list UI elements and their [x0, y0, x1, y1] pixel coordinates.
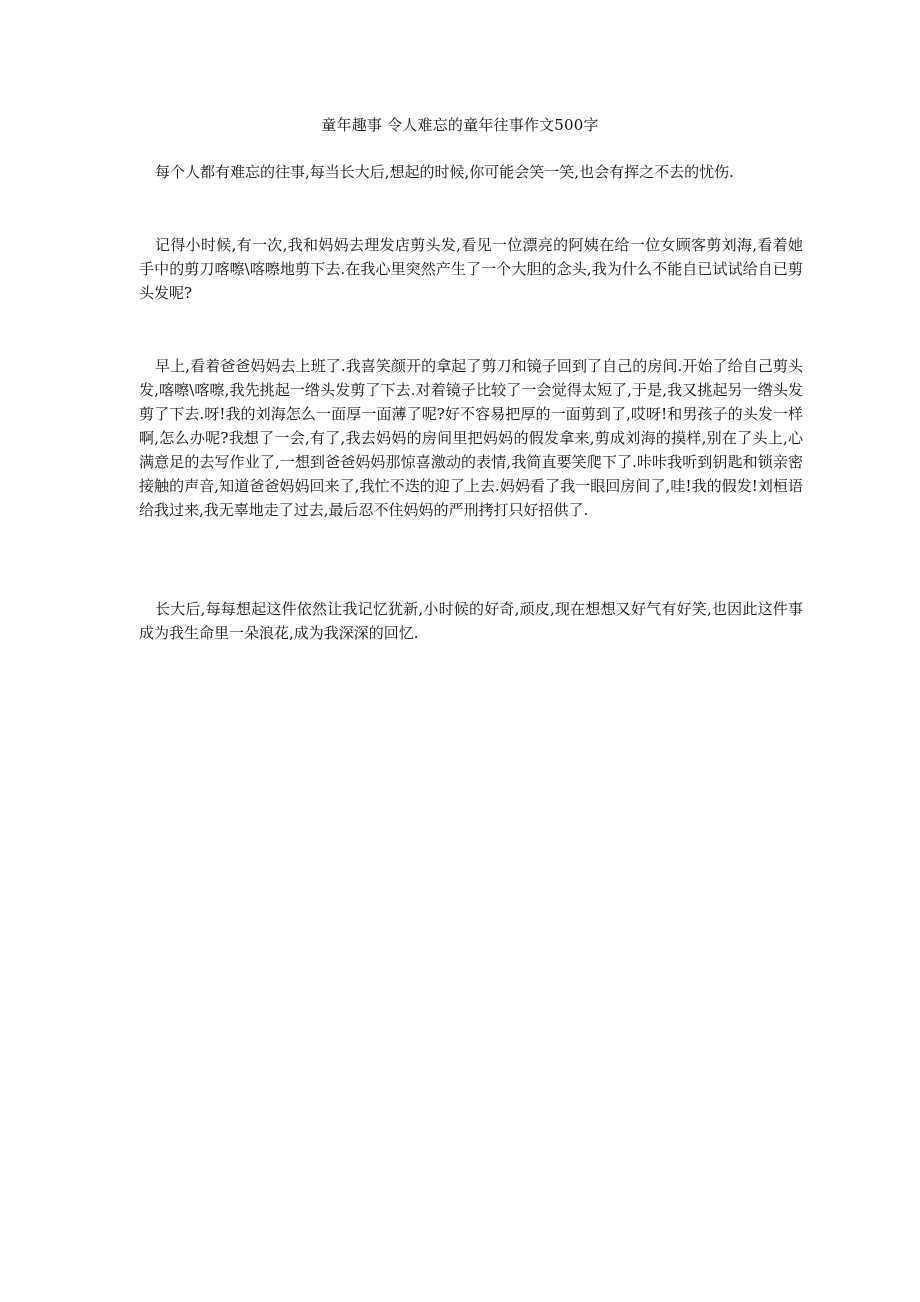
- paragraph-1: 每个人都有难忘的往事,每当长大后,想起的时候,你可能会笑一笑,也会有挥之不去的忧伤.: [155, 163, 734, 181]
- paragraph-3: 早上,看着爸爸妈妈去上班了.我喜笑颜开的拿起了剪刀和镜子回到了自己的房间.开始了给自己剪头发,喀嚓\喀嚓,我先挑起一绺头发剪了下去.对着镜子比较了一会觉得太短了,于是,我又挑起另一绺头发剪了下去.呀!我的刘海怎么一面厚一面薄了呢?好不容易把厚的一面剪到了,哎呀!和男孩子的头发一样啊,怎么办呢?我想了一会,有了,我去妈妈的房间里把妈妈的假发拿来,剪成刘海的摸样,别在了头上,心满意足的去写作业了,一想到爸爸妈妈那惊喜激动的表情,我简直要笑爬下了.咔咔我听到钥匙和锁亲密接触的声音,知道爸爸妈妈回来了,我忙不迭的迎了上去.妈妈看了我一眼回房间了,哇!我的假发!刘桓语给我过来,我无辜地走了过去,最后忍不住妈妈的严刑拷打只好招供了.: [139, 357, 803, 519]
- paragraph-2: 记得小时候,有一次,我和妈妈去理发店剪头发,看见一位漂亮的阿姨在给一位女顾客剪刘海,看着她手中的剪刀喀嚓\喀嚓地剪下去.在我心里突然产生了一个大胆的念头,我为什么不能自已试试给自已剪头发呢?: [139, 236, 803, 302]
- paragraph-4: 长大后,每每想起这件依然让我记忆犹新,小时候的好奇,顽皮,现在想想又好气有好笑,也因此这件事成为我生命里一朵浪花,成为我深深的回忆.: [139, 600, 803, 642]
- document-title: 童年趣事 令人难忘的童年往事作文500字: [321, 116, 599, 134]
